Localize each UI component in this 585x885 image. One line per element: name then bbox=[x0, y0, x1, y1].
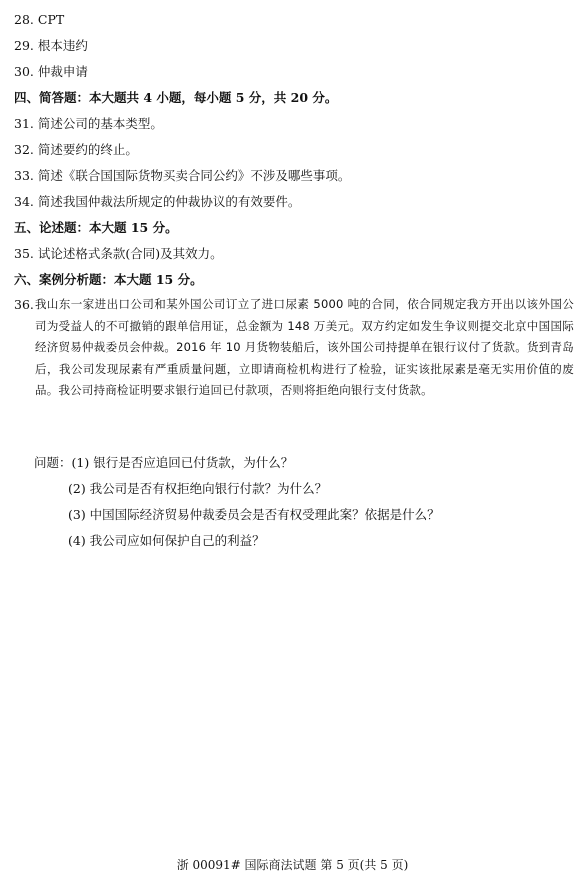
question-34 bbox=[14, 194, 300, 210]
item-number: 28. bbox=[14, 12, 34, 27]
question-text: (1) 银行是否应追回已付货款，为什么？ bbox=[71, 455, 294, 470]
item-text: 根本违约 bbox=[37, 38, 88, 53]
item-29 bbox=[14, 38, 88, 54]
item-number: 29. bbox=[14, 38, 34, 53]
question-number: 36. bbox=[14, 297, 34, 312]
question-31 bbox=[14, 116, 163, 132]
item-text: CPT bbox=[37, 12, 65, 27]
item-number: 30. bbox=[14, 64, 34, 79]
question-text: 简述《联合国国际货物买卖合同公约》不涉及哪些事项。 bbox=[37, 168, 351, 183]
case-text: 我山东一家进出口公司和某外国公司订立了进口尿素 5000 吨的合同，依合同规定我方开出以该外国公司为受益人的不可撤销的跟单信用证，总金额为 148 万美元。双方约定如发生争议则提交北京中国国际经济贸易仲裁委员会仲裁。2016 年 10 月货物装船后，该外国公司持提单在银行议付了货款。货到青岛后，我公司发现尿素有严重质量问题，立即请商检机构进行了检验，证实该批尿素是毫无实用价值的废品。我公司持商检证明要求银行追回已付款项，否则将拒绝向银行支付货款。 bbox=[35, 297, 574, 397]
question-35 bbox=[14, 246, 223, 262]
question-number: 35. bbox=[14, 246, 34, 261]
question-item-3 bbox=[68, 507, 440, 523]
question-number: 34. bbox=[14, 194, 34, 209]
question-text: 简述公司的基本类型。 bbox=[37, 116, 163, 131]
question-item-4 bbox=[68, 533, 265, 549]
question-text: (3) 中国国际经济贸易仲裁委员会是否有权受理此案？依据是什么？ bbox=[68, 507, 440, 522]
question-text: 简述我国仲裁法所规定的仲裁协议的有效要件。 bbox=[37, 194, 301, 209]
question-33 bbox=[14, 168, 350, 184]
question-text: 试论述格式条款(合同)及其效力。 bbox=[37, 246, 223, 261]
question-item-1 bbox=[34, 455, 293, 471]
question-text: (4) 我公司应如何保护自己的利益？ bbox=[68, 533, 265, 548]
item-28 bbox=[14, 12, 64, 28]
question-number: 33. bbox=[14, 168, 34, 183]
section-heading-short-answer: 四、简答题：本大题共 4 小题，每小题 5 分，共 20 分。 bbox=[14, 90, 338, 105]
questions-label: 问题： bbox=[34, 455, 72, 470]
question-number: 31. bbox=[14, 116, 34, 131]
question-text: 简述要约的终止。 bbox=[37, 142, 138, 157]
question-text: (2) 我公司是否有权拒绝向银行付款？为什么？ bbox=[68, 481, 328, 496]
section-heading-essay: 五、论述题：本大题 15 分。 bbox=[14, 220, 178, 235]
item-text: 仲裁申请 bbox=[37, 64, 88, 79]
section-heading-case-analysis: 六、案例分析题：本大题 15 分。 bbox=[14, 272, 203, 287]
question-item-2 bbox=[68, 481, 327, 497]
question-number: 32. bbox=[14, 142, 34, 157]
question-36-case bbox=[14, 294, 574, 402]
page-footer: 浙 00091# 国际商法试题 第 5 页(共 5 页) bbox=[176, 858, 409, 872]
item-30 bbox=[14, 64, 88, 80]
question-32 bbox=[14, 142, 138, 158]
